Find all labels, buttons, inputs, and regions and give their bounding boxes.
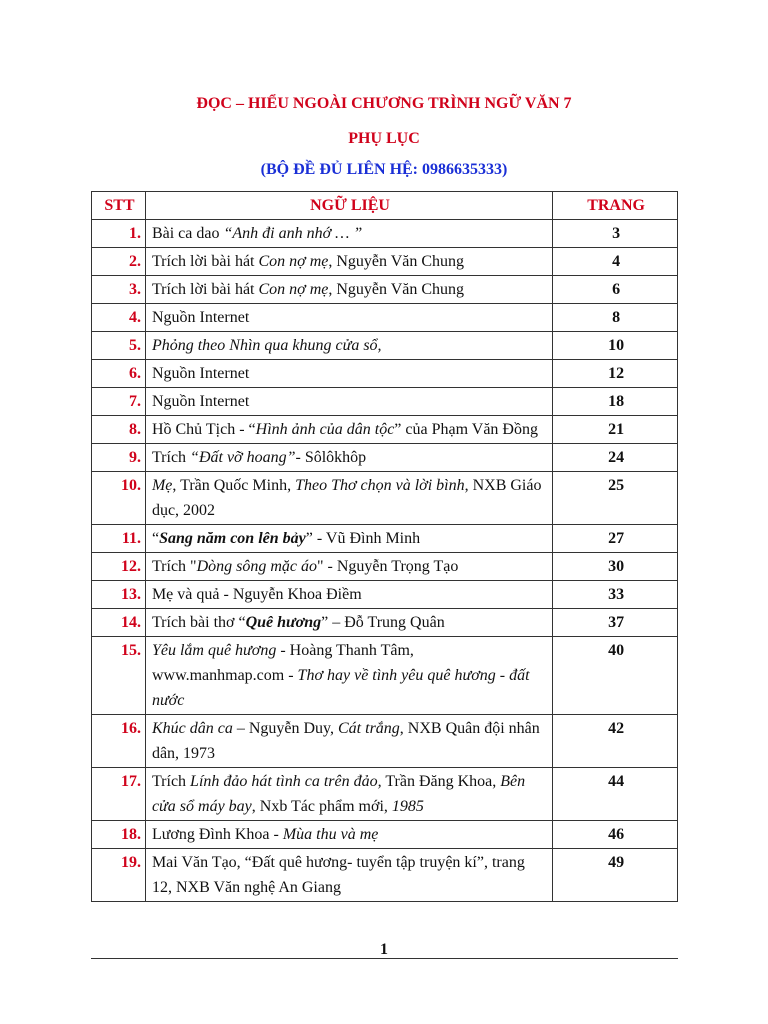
table-row: [92, 444, 678, 472]
text-segment: Trích: [151, 773, 191, 790]
row-number: 16.: [92, 715, 146, 768]
row-page-number: 24: [553, 444, 678, 472]
row-source-text: [145, 821, 552, 849]
text-segment: Con nợ mẹ: [258, 281, 329, 298]
text-segment: Trích bài thơ “: [151, 614, 246, 631]
row-page-number: 6: [553, 276, 678, 304]
table-row: [92, 220, 678, 248]
text-segment: " - Nguyễn Trọng Tạo: [317, 558, 459, 575]
table-row: [92, 416, 678, 444]
row-page-number: 21: [553, 416, 678, 444]
page-number: 1: [380, 941, 388, 958]
text-segment: , NXB Quân đội nhân dân, 1973: [151, 720, 540, 762]
table-row: [92, 304, 678, 332]
table-header-row: [92, 192, 678, 220]
row-number: 14.: [92, 609, 146, 637]
row-page-number: 10: [553, 332, 678, 360]
row-source-text: [145, 472, 552, 525]
row-page-number: 33: [553, 581, 678, 609]
text-segment: Trích: [151, 449, 191, 466]
row-source-text: [145, 768, 552, 821]
row-number: 15.: [92, 637, 146, 715]
row-source-text: [145, 276, 552, 304]
table-row: [92, 821, 678, 849]
text-segment: Bên cửa sổ máy bay: [151, 773, 526, 815]
row-page-number: 12: [553, 360, 678, 388]
text-segment: ” – Đỗ Trung Quân: [321, 614, 445, 631]
row-page-number: 27: [553, 525, 678, 553]
text-segment: Bài ca dao: [151, 225, 224, 242]
row-source-text: [145, 220, 552, 248]
table-row: [92, 715, 678, 768]
text-segment: Hồ Chủ Tịch - “: [151, 421, 256, 438]
row-page-number: 30: [553, 553, 678, 581]
text-segment: Khúc dân ca: [151, 720, 233, 737]
row-source-text: [145, 637, 552, 715]
row-number: 10.: [92, 472, 146, 525]
footer-rule: [91, 958, 678, 959]
column-header-stt: STT: [92, 192, 146, 220]
table-row: [92, 472, 678, 525]
text-segment: Hình ảnh của dân tộc: [255, 421, 395, 438]
row-source-text: [145, 444, 552, 472]
row-number: 5.: [92, 332, 146, 360]
row-page-number: 18: [553, 388, 678, 416]
row-number: 11.: [92, 525, 146, 553]
row-source-text: [145, 416, 552, 444]
row-number: 13.: [92, 581, 146, 609]
row-source-text: [145, 715, 552, 768]
text-segment: Dòng sông mặc áo: [196, 558, 318, 575]
table-row: [92, 525, 678, 553]
table-row: [92, 388, 678, 416]
row-source-text: [145, 581, 552, 609]
row-page-number: 8: [553, 304, 678, 332]
row-number: 6.: [92, 360, 146, 388]
table-row: [92, 609, 678, 637]
row-number: 7.: [92, 388, 146, 416]
row-source-text: [145, 553, 552, 581]
text-segment: – Nguyễn Duy,: [232, 720, 338, 737]
text-segment: Nguồn Internet: [151, 309, 250, 326]
text-segment: Trích ": [151, 558, 197, 575]
document-title: ĐỌC – HIỂU NGOÀI CHƯƠNG TRÌNH NGỮ VĂN 7: [196, 95, 572, 112]
row-number: 4.: [92, 304, 146, 332]
text-segment: Thơ hay về tình yêu quê hương - đất nước: [151, 667, 530, 709]
text-segment: Trần Đăng Khoa,: [381, 773, 501, 790]
text-segment: Lính đảo hát tình ca trên đảo,: [190, 773, 382, 790]
table-row: [92, 276, 678, 304]
text-segment: Mai Văn Tạo, “Đất quê hương- tuyển tập truyện kí”, trang 12, NXB Văn nghệ An Giang: [151, 854, 525, 896]
text-segment: Yêu lắm quê hương: [151, 642, 277, 659]
text-segment: Con nợ mẹ: [258, 253, 329, 270]
text-segment: Quê hương: [245, 614, 322, 631]
row-page-number: 3: [553, 220, 678, 248]
row-number: 1.: [92, 220, 146, 248]
row-page-number: 44: [553, 768, 678, 821]
column-header-trang: TRANG: [553, 192, 678, 220]
row-page-number: 46: [553, 821, 678, 849]
text-segment: 1985: [391, 798, 424, 815]
text-segment: Nguồn Internet: [151, 365, 250, 382]
row-source-text: [145, 248, 552, 276]
contact-line: (BỘ ĐỀ ĐỦ LIÊN HỆ: 0986635333): [260, 161, 508, 178]
table-row: [92, 248, 678, 276]
text-segment: ” - Vũ Đình Minh: [305, 530, 421, 547]
text-segment: ” của Phạm Văn Đồng: [394, 421, 538, 438]
text-segment: , Nguyễn Văn Chung: [328, 253, 465, 270]
text-segment: Phỏng theo Nhìn qua khung cửa sổ,: [151, 337, 382, 354]
row-source-text: [145, 304, 552, 332]
text-segment: Mẹ: [151, 477, 173, 494]
row-number: 12.: [92, 553, 146, 581]
row-source-text: [145, 525, 552, 553]
table-row: [92, 581, 678, 609]
text-segment: , NXB Giáo dục, 2002: [151, 477, 542, 519]
text-segment: Trích lời bài hát: [151, 281, 259, 298]
row-number: 8.: [92, 416, 146, 444]
text-segment: - Hoàng Thanh Tâm, www.manhmap.com -: [151, 642, 414, 684]
row-number: 18.: [92, 821, 146, 849]
table-row: [92, 768, 678, 821]
row-page-number: 37: [553, 609, 678, 637]
row-source-text: [145, 849, 552, 902]
row-page-number: 49: [553, 849, 678, 902]
text-segment: Theo Thơ chọn và lời bình: [295, 477, 465, 494]
text-segment: “Đất vỡ hoang”: [190, 449, 296, 466]
text-segment: , Nxb Tác phẩm mới,: [251, 798, 392, 815]
row-source-text: [145, 332, 552, 360]
text-segment: Sang năm con lên bảy: [159, 530, 306, 547]
table-row: [92, 849, 678, 902]
contents-table: [91, 191, 678, 902]
row-source-text: [145, 388, 552, 416]
row-source-text: [145, 360, 552, 388]
table-row: [92, 553, 678, 581]
table-row: [92, 637, 678, 715]
row-number: 2.: [92, 248, 146, 276]
row-number: 17.: [92, 768, 146, 821]
text-segment: , Trần Quốc Minh,: [172, 477, 296, 494]
row-number: 19.: [92, 849, 146, 902]
text-segment: “Anh đi anh nhớ … ”: [223, 225, 363, 242]
text-segment: - Sôlôkhôp: [295, 449, 367, 466]
text-segment: Cát trắng: [338, 720, 400, 737]
table-row: [92, 360, 678, 388]
text-segment: Mùa thu và mẹ: [282, 826, 379, 843]
document-subtitle: PHỤ LỤC: [348, 130, 420, 147]
row-source-text: [145, 609, 552, 637]
row-number: 9.: [92, 444, 146, 472]
table-row: [92, 332, 678, 360]
column-header-ngu-lieu: NGỮ LIỆU: [145, 192, 552, 220]
text-segment: Nguồn Internet: [151, 393, 250, 410]
row-page-number: 40: [553, 637, 678, 715]
text-segment: Lương Đình Khoa -: [151, 826, 283, 843]
table-body: [92, 220, 678, 902]
row-page-number: 42: [553, 715, 678, 768]
text-segment: Mẹ và quả - Nguyễn Khoa Điềm: [151, 586, 362, 603]
text-segment: “: [151, 530, 160, 547]
text-segment: , Nguyễn Văn Chung: [328, 281, 465, 298]
row-number: 3.: [92, 276, 146, 304]
row-page-number: 4: [553, 248, 678, 276]
row-page-number: 25: [553, 472, 678, 525]
text-segment: Trích lời bài hát: [151, 253, 259, 270]
